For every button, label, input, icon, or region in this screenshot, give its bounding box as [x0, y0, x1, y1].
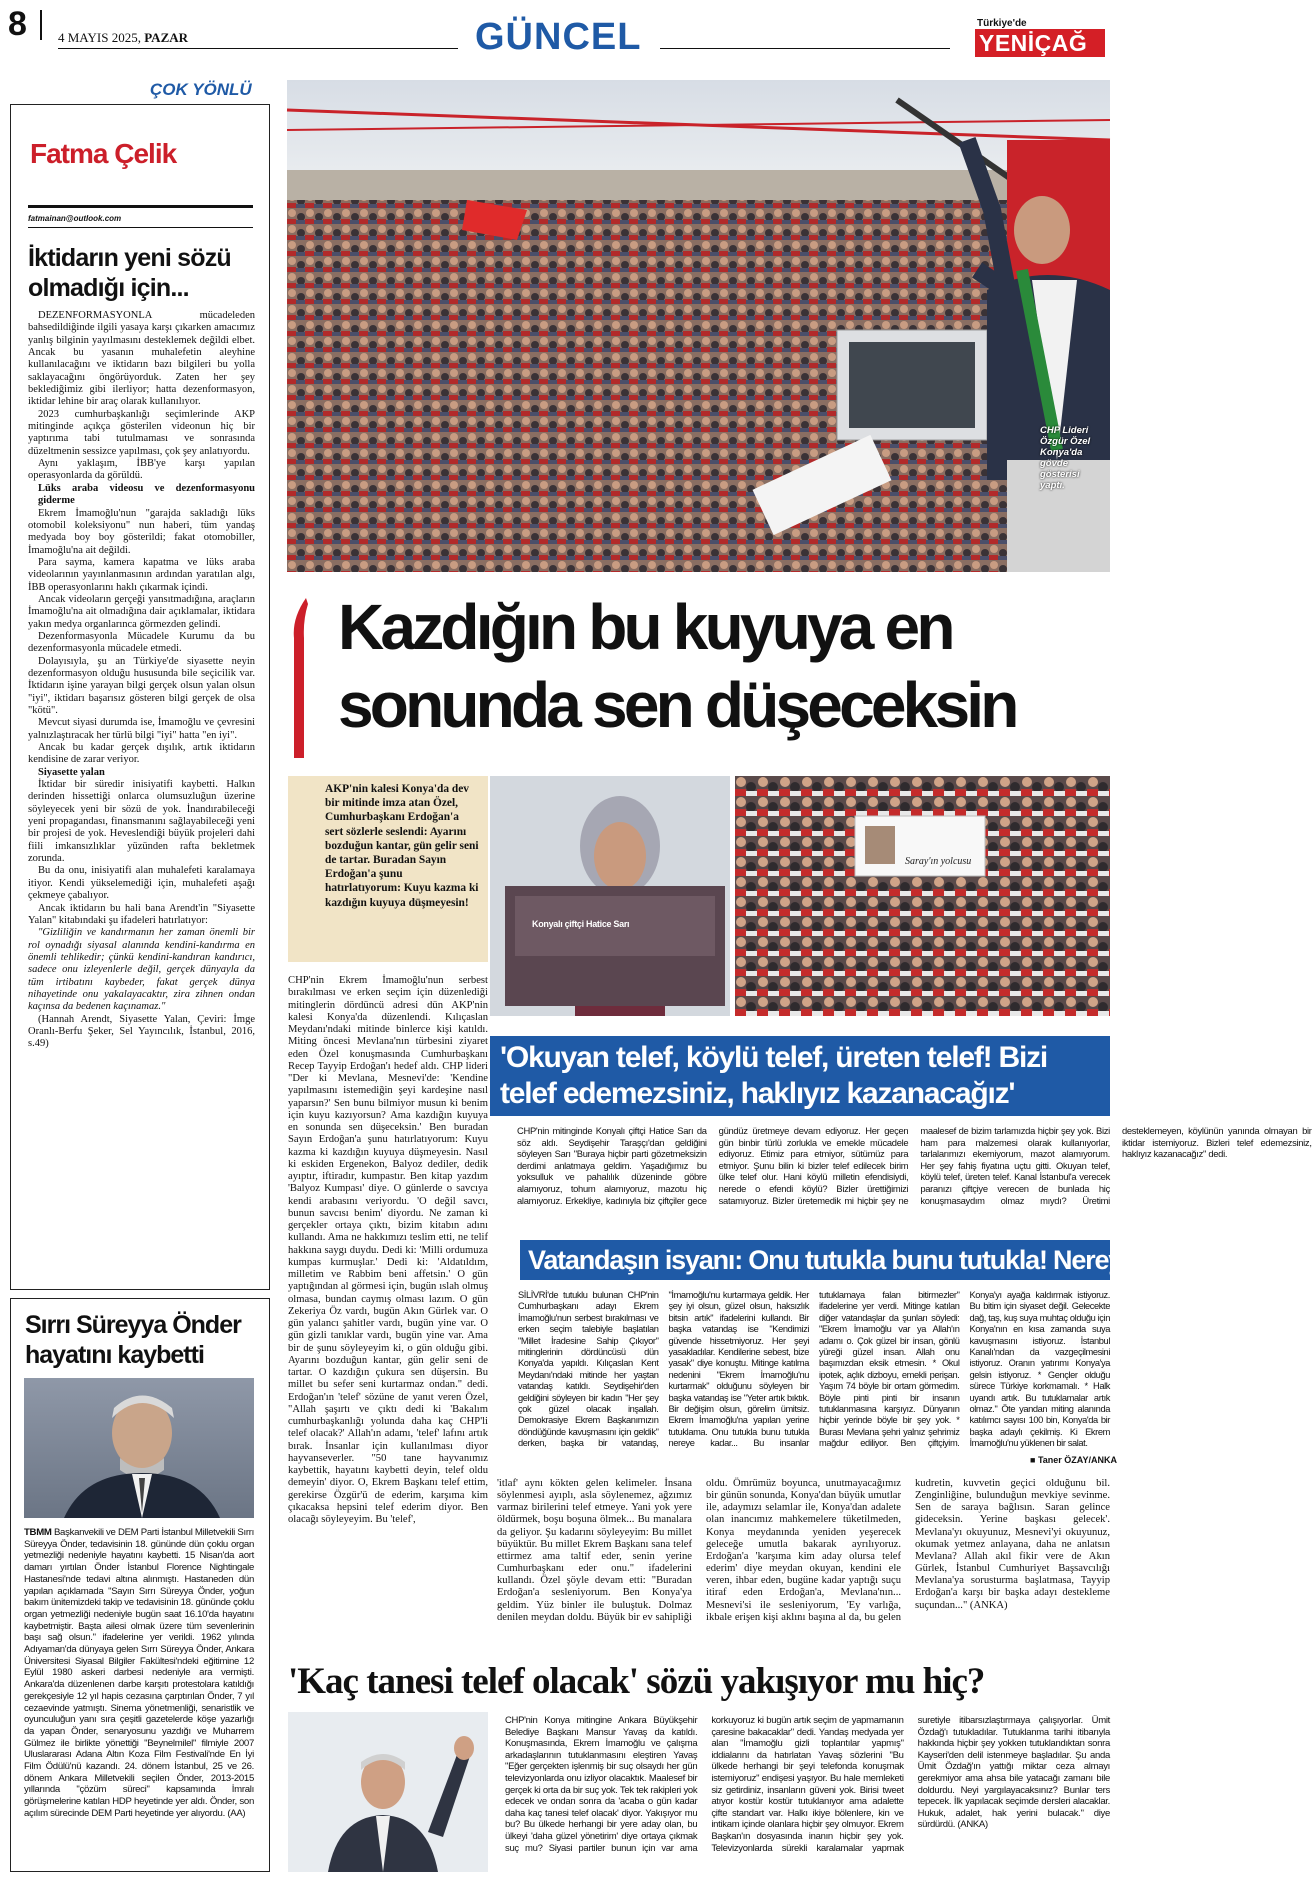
logo-top-text: Türkiye'de [977, 18, 1027, 29]
column-email: fatmainan@outlook.com [28, 214, 122, 223]
crowd-sign-photo [735, 776, 1110, 1016]
second-story-text: CHP'nin Konya mitingine Ankara Büyükşehir Belediye Başkanı Mansur Yavaş da katıldı. Konuşmasında, Ekrem İmamoğlu ve çalışma arkadaşlarının tutuklanmasını eleştiren Yavaş "Eğer gerçekten işlenmiş bir suç olsaydı her gün televizyonlarda onu izliyor olacaktık. Maalesef bir gerçek ki orta da bir suç yok. Tek tek rakipleri yok edecek ve ondan sonra da 'acaba o gün kadar daha kaç tanesi telef olacak' diyor. Yakışıyor mu bu? Bu ülkede herhangi bir yere aday olan, bu ülkeyi 'daha güzel yönetirim' diye ortaya çıkmak suç mu? Siyasi partiler bunun için var ama korkuyoruz ki bugün artık seçim de yapmamanın çaresine bakacaklar" dedi. Yandaş medyada yer alan "İmamoğlu gizli toplantılar yapmış" iddialarını da hatırlatan Yavaş sözlerini "Bu ülkede herhangi bir şeyi telefonda konuşmak istemiyoruz" endişesi yaşıyor. Bu hale memleketi siz getirdiniz, insanların güveni yok. Birisi tweet atıyor kostür kostür tutuklanıyor ama adalette çifte standart var. Halkı ikiye bölenlere, kin ve intikam içinde olanlara hiçbir şey olmuyor. Ekrem Başkan'ın dosyasında inanın hiçbir şey yok. Televizyonlarda sürekli karalamalar yapmak suretiyle itibarsızlaştırmaya çalışıyorlar. Ümit Özdağ'ı tutukladılar. Tutuklanma tarihi itibarıyla hakkında hiçbir şey yokken tutuklandıktan sonra Kayseri'den delil istenmeye başladılar. Şu anda Ümit Özdağ'ın yattığı miktar ceza almayı gerekmiyor ama ahsa bile yatacağı zamanı bile doldurdu. Neyi yargılayacaksınız? Bunlar ters tepecek. İlk yapılacak seçimde dersleri alacaklar. Hukuk, adalet, hak yerini bulacak." diye sürdürdü. (ANKA) [505, 1715, 1110, 1854]
main-body: CHP'nin Ekrem İmamoğlu'nun serbest bırakılması ve erken seçim için düzenlediği mitinglerin dördüncü adresi dün AKP'nin kalesi Konya'da düzenlendi. Kılıçaslan Meydanı'ndaki mitinde binlerce kişi katıldı. Miting öncesi Mevlana'nın türbesini ziyaret eden Özel konuşmasında Cumhurbaşkanı Recep Tayyip Erdoğan'ı hedef aldı. CHP lideri "Der ki Mevlana, Mesnevi'de: 'Kendine yapılmasını istemediğin şeyi kardeşine nasıl yaparsın?' Sen bunu bilmiyor musun ki benim için kuyu kazıyorsun? Ama kazdığın kuyuya en sonunda sen düşeceksin.' Ben buradan Sayın Erdoğan'a şunu hatırlatıyorum: Kuyu kazma ki kazdığın kuyuya düşmeyesin. Nasıl ki eskiden Ergenekon, Balyoz dediler, dedik ayıptır, iftiradır, kumpastır. Ben kitap yazdım 'Balyoz Kumpası' diye. O günlerde o savcıya kendi arabasını veriyordu. 'O değil savcı, bunun savcısı benim' diyordu. Ne zaman ki gerçekler ortaya çıktı, bizim kitabın adını kullandı. Ama ne hakkımızı teslim etti, ne telif hakkına saygı duydu. Dedi ki: 'Milli ordumuza kumpas kurmuşlar.' Dedi ki: 'Aldatıldım, milletim ve Rabbim beni affetsin.' O gün yaptığından al görmesi için, bugün ıslah olmuş olmasa, bundan caymış olması lazım. O gün Zekeriya Öz vardı, bugün Akın Gürlek var. O gün yalancı şahitler vardı, bugün yine var. O gün gizli tanıklar vardı, bugün yine var. Ama bir de şunu söyleyeyim ki, o gün olduğu gibi. Ayarını bozduğun kantar, gün gelir seni de tartar. O kazdığın çukura sen düşersin. Bu millet bu sefer seni kurtarmaz ondan." dedi. Erdoğan'ın 'telef' sözüne de yanıt veren Özel, "Allah şaşırtı ve çıktı dedi ki 'Bakalım cumhurbaşkanlığı yolunda daha kaç CHP'li telef olacak?' Allah'ın adamı, 'telef' lafını artık bırak. İnsanlar için kullanılması diyor hayvanseverler. "50 tane hayvanımız kaybettik, hayatını kaybetti deyin, telef oldu demeyin' diyor. O, Ekrem Başkanı telef ettim, gerekirse Özgür'ü de ederim, karşıma kim çıkacaksa hepsini telef ederim diyor. Ben olacağı söyleyeyim. Bu 'telef', [288, 975, 488, 1525]
rally-crowd-icon [287, 80, 1110, 572]
speaker-icon [490, 776, 730, 1016]
portrait-icon [24, 1378, 254, 1518]
logo-main-text: YENİÇAĞ [975, 29, 1105, 57]
second-headline: 'Kaç tanesi telef olacak' sözü yakışıyor mu hiç? [288, 1661, 985, 1702]
main-headline: Kazdığın bu kuyuya en sonunda sen düşeceksin [338, 591, 1016, 741]
header-rule-left [58, 48, 458, 49]
column-author: Fatma Çelik [30, 138, 177, 169]
column-paragraph: Para sayma, kamera kapatma ve lüks araba videolarının yayınlanmasının ardından yaratılan algı, İBB operasyonlarını haklı çıkarmak içindi. [28, 556, 255, 593]
column-quote: "Gizliliğin ve kandırmanın her zaman önemli bir rol oynadığı siyasal alanında kendini-kandırma en önemli tehlikedir; çünkü kendini-kandıran kandırıcı, sadece onu izleyenlerle değil, gerçek dünyayla da tüm irtibatını kaybeder, fakat gerçek dünya nihayetinde onu yakalayacaktır, zira zihnen ondan kaçınsa da bedenen kaçınamaz." [28, 927, 255, 1013]
column-paragraph: Ancak iktidarın bu hali bana Arendt'in "Siyasette Yalan" kitabındaki şu ifadeleri hatırlatıyor: [28, 902, 255, 926]
column-paragraph: Ancak videoların gerçeği yansıtmadığına, araçların İmamoğlu'na ait olmadığına dair açıklamalar, iktidara yakın medya organlarınca görmezden gelindi. [28, 593, 255, 630]
rally-photo [287, 80, 1110, 572]
revolt-text: SİLİVRİ'de tutuklu bulunan CHP'nin Cumhurbaşkanı adayı Ekrem İmamoğlu'nun serbest bırakılması ve erken seçim talebiyle başlatılan "Millet İradesine Sahip Çıkıyor" mitinglerinin dördüncüsü dün Konya'da yapıldı. Kılıçaslan Kent Meydanı'ndaki mitinde her yaştan vatandaş katıldı. Seydişehir'den geldiğini söyleyen bir kadın "Her şey çok güzel olacak inşallah. Demokrasiye Ekrem Başkanımızın döndüğünde kavuşmasını için geldik" derken, başka bir vatandaş, "İmamoğlu'nu kurtarmaya geldik. Her şey iyi olsun, güzel olsun, haksızlık bitsin artık" ifadelerini kullandı. Bir başka vatandaş ise "Kendimizi güvende hissetmiyoruz. Her şeyi yasakladılar. Kendilerine sebest, bize yasak" diye konuştu. Mitinge katılma nedenini "Ekrem İmamoğlu'nu kurtarmak" olduğunu söyleyen bir başka vatandaş ise "Yeter artık bıktık. Bir değişim olsun, görelim ümitsiz. Ekrem İmamoğlu'na yapılan yerine tutuklama. Onu tutukla bunu tutukla nereye kadar... Bu insanlar tutuklamaya falan bitirmezler" ifadelerine yer verdi. Mitinge katılan diğer vatandaşlar da şunları söyledi: "Ekrem İmamoğlu var ya Allah'ın adamı o. Çok güzel bir insan, gönlü yüreği güzel insan. Allah onu başımızdan eksik etmesin. * Okul ipotek, açlık dizboyu, emekli perişan. Yaşım 74 böyle bir ortam görmedim. Böyle pinti pinti bir insanın tutuklanmasına karşıyız. Dünyanın hiçbir yerinde böyle bir şey yok. * Burası Mevlana şehri yalnız şehrimiz mağdur ediliyor. Ben çiftçiyim. Konya'yı ayağa kaldırmak istiyoruz. Bu bitim için siyaset değil. Gelecekte dağ, taş, kuş suya muhtaç olduğu için Konya'nın en kısa zamanda suya kavuşmasını istiyoruz. İstanbul Kanalı'ndan da vazgeçilmesini istiyoruz. Oranın yatırımı Konya'ya gelsin istiyoruz. * Gençler olduğu sürece Türkiye korkmamalı. * Halk uyandı artık. Bu tutuklamalar artık olmaz." Öte yandan miting alanında katılımcı sayısı 100 bin, Konya'da bir başka adaylı çekilmiş. Ki Ekrem İmamoğlu'nu yüklenen bir salat. [518, 1290, 1110, 1449]
revolt-headline: Vatandaşın isyanı: Onu tutukla bunu tutukla! Nereye kadar? [528, 1245, 1224, 1275]
column-paragraph: İktidar bir süredir inisiyatifi kaybetti. Halkın derinden hissettiği onlarca olumsuzluğun üzerine söyleyecek yeni bir sözü de yok. İnandırabileceği yeni propagandası, finansmanını sağlayabileceği yeni bir projesi de yok. Heveslendiği büyük projeleri dahi fiili imkansızlıklar yüzünden rafta bekletmek zorunda. [28, 779, 255, 865]
farmer-quote-text: 'Okuyan telef, köylü telef, üreten telef! Bizi telef edemezsiniz, haklıyız kazanacağız' [500, 1041, 1048, 1110]
obituary-text: Başkanvekili ve DEM Parti İstanbul Milletvekili Sırrı Süreyya Önder, tedavisinin 18. gününde dün çoklu organ yetmezliği nedeniyle hayatını kaybetti. 15 Nisan'da aort damarı yırtılan Önder İstanbul Florence Nightingale Hastanesi'nde tedavi altına alınmıştı. Hastaneden dün yapılan açıklamada "Sayın Sırrı Süreyya Önder, yoğun bakım ünitemizdeki takip ve tedavisinin 18. gününde çoklu organ yetmezliği nedeniyle bugün saat 16.10'da hayatını kaybetmiştir. Başta ailesi olmak üzere tüm sevenlerinin başı sağ olsun." ifadelerine yer verildi. 1962 yılında Adıyaman'da dünyaya gelen Sırrı Süreyya Önder, Ankara Üniversitesi Siyasal Bilgiler Fakültesi'ndeki eğitimine 12 Eylül 1980 askeri darbesi nedeniyle ara vermişti. Ankara'da düzenlenen darbe karşıtı protestolara katıldığı gerekçesiyle 12 yıl hapis cezasına çarptırılan Önder, 7 yıl cezaevinde yatmıştı. Sinema yönetmenliği, senaristlik ve oyunculuğun yanı sıra çeşitli gazetelerde köşe yazarlığı da yapan Önder, senaryosunu yazdığı ve Muharrem Gülmez ile birlikte yönettiği "Beynelmilel" filmiyle 2007 Uluslararası Adana Altın Koza Film Festivali'nde En İyi Film Ödülü'nü kazandı. 24. dönem İstanbul, 25 ve 26. dönem Ankara Milletvekili seçilen Önder, 2013-2015 yıllarında "çözüm süreci" kapsamında İmralı görüşmelerine katılan HDP heyetinde yer aldı. Önder, son açılım sürecinde DEM Parti heyetinde yer alıyordu. (AA) [24, 1527, 254, 1819]
headline-accent [288, 598, 308, 758]
column-subheading: Lüks araba videosu ve dezenformasyonu giderme [38, 482, 255, 507]
author-rule [28, 205, 253, 208]
revolt-signature: ■ Taner ÖZAY/ANKA [1030, 1455, 1117, 1465]
farmer-quote-headline [490, 1036, 1110, 1116]
issue-date [58, 30, 188, 46]
column-paragraph: Ancak bu kadar gerçek dışılık, artık iktidarın kendisine de zarar veriyor. [28, 742, 255, 766]
spot-text: AKP'nin kalesi Konya'da dev bir mitinde imza atan Özel, Cumhurbaşkanı Erdoğan'a sert sözlerle seslendi: Ayarını bozduğun kantar, gün gelir seni de tartar. Buradan Sayın Erdoğan'a şunu hatırlatıyorum: Kuyu kazma ki kazdığın kuyuya düşmeyesin! [325, 783, 479, 909]
farmer-photo-caption: Konyalı çiftçi Hatice Sarı [532, 919, 630, 929]
continuation-text: 'itlaf' aynı kökten gelen kelimeler. İnsana söylenmesi ayıplı, asla söylenemez, ağzımız varmaz birilerini telef etmeye. Yani yok yere öldürmek, boşu boşuna ölmek... Bu manalara da geliyor. Şu kadarını söyleyeyim: Bu millet büyüktür. Bu millet Ekrem Başkanı sana telef ettirmez ama taltif eder, senin yerine Cumhurbaşkanı eder onu." ifadelerini kullandı. Özel şöyle devam etti: "Buradan Erdoğan'a sesleniyorum. Ben Konya'ya geldim. Yüz binler ile buluştuk. Dolmaz denilen meydan doldu. Büyük bir ev sahipliği oldu. Ömrümüz boyunca, unutmayacağımız bir günün sonunda, Konya'dan büyük umutlar ile, adaymızı selamlar ile, Konya'dan adalete olan inancımız mahkemelere tüketilmeden, Konya meydanında yeniden yeşerecek geleceğe umutla bakarak ayrılıyoruz. Erdoğan'a 'karşıma kim aday olursa telef ederim' diye meydan okuyan, kendini ele veren, ihbar eden, bugüne kadar yaptığı suçu itiraf eden Erdoğan'a, Mevlana'nın... Mesnevi'si ile sesleniyorum, 'Ey varlığa, ikbale erişen kişi aklını başına al da, bu gelen kudretin, kuvvetin geçici olduğunu bil. Zenginliğine, bulunduğun mevkiye sevinme. Sen de saraya bağlısın. Saran gelince gideceksin. Yerine başkası gelecek'. Mevlana'yı okuyunuz, Mesnevi'yi okuyunuz, okumak yetmez anlayana, daha ne anlatsın Mevlana? Allah akıl fikir vere de Akın Gürlek, İstanbul Cumhuriyet Başsavcılığı Mevlana'ya sorusturma başlatmasa, Tayyip Erdoğan'a karşı bir başka adayı destekleme suçundan..." (ANKA) [497, 1478, 1110, 1623]
page-number: 8 [8, 5, 27, 43]
column-paragraph: Ekrem İmamoğlu'nun "garajda sakladığı lüks otomobil koleksiyonu" nun haberi, tüm yandaş medyada boy boy gösterildi; fakat otomobiller, İmamoğlu'na ait değildi. [28, 507, 255, 556]
date-text: 4 MAYIS 2025, [58, 30, 141, 45]
section-title: GÜNCEL [475, 16, 642, 58]
column-citation: (Hannah Arendt, Siyasette Yalan, Çeviri: İmge Oranlı-Berfu Şeker, Sel Yayıncılık, İstanbul, 2016, s.49) [28, 1013, 255, 1050]
farmer-text: CHP'nin mitinginde Konyalı çiftçi Hatice Sarı da söz aldı. Seydişehir Taraşçı'dan geldiğini söyleyen Sarı "Buraya hiçbir parti gözetmeksizin derdimi anlatmaya geldim. Yaşadığımız bu yoksulluk ve pahalılık düzeninde göbre alamıyoruz, tohum alamıyoruz, mazotu hiç alamıyoruz. Erkekliye, kadınıyla biz çiftçiler gece gündüz üretmeye devam ediyoruz. Her geçen gün binbir türlü zorlukla ve emekle mücadele ediyoruz. Etimiz para etmiyor, sütümüz para etmiyor. Şunu bilin ki bizler telef edilecek birim ülke telef olur. Hani köylü milletin efendisiydi, nerede o efendi köylü? Bizler ürettiğimizi satamıyoruz. Bizler üretemedik mi hiçbir şey ne maalesef de bizim tarlamızda hiçbir şey yok. Bizi ham para malzemesi olarak kullanıyorlar, tarlalarımızı ekemiyorum, mazot alamıyorum. Her şey fahiş fiyatına uçtu gitti. Okuyan telef, köylü telef, üreten telef. Kanal İstanbul'a verecek paranızı çiftçiye verecen de bunlada hiç konuşmasaydım olmaz mıydı? Üretimi desteklemeyen, köylünün yanında olmayan bir iktidar istemiyoruz. Bizleri telef edemezsiniz, haklıyız kazanacağız" dedi. [517, 1125, 1312, 1206]
protest-crowd-icon [735, 776, 1110, 1016]
column-paragraph: Dezenformasyonla Mücadele Kurumu da bu dezenformasyonla mücadele etmedi. [28, 630, 255, 655]
rally-photo-caption: CHP Lideri Özgür Özel Konya'da gövde gösterisi yaptı. [1040, 425, 1091, 491]
column-paragraph: DEZENFORMASYONLA mücadeleden bahsedildiğinde ilgili yasaya karşı çıkarken amacımız yanlış bilginin yayılmasını desteklemek değildi elbet. Ancak bu yasanın muhalefetin aleyhine kullanılacağını ve iktidarın bazı bilgileri bu yolla saklayacağını öngörüyorduk. Zaten her şey beklediğimiz gibi ilerliyor; hatta dezenformasyon, iktidar lehine bir araç olarak kullanılıyor. [28, 310, 255, 408]
waving-man-icon [288, 1712, 488, 1872]
yavas-photo [288, 1712, 488, 1872]
obituary-title: Sırrı Süreyya Önder hayatını kaybetti [25, 1311, 241, 1369]
column-subheading: Siyasette yalan [38, 766, 105, 778]
column-paragraph: Dolayısıyla, şu an Türkiye'de siyasette neyin dezenformasyon olduğu hususunda bile seçicilik var. İktidarın işine yarayan bilgi gerçek olsun yalan olsun "iyi", iktidarı başarısız gösteren bilgi gerçek de olsa "kötü". [28, 655, 255, 716]
obituary-body [24, 1527, 254, 1865]
protest-sign-text: Saray'ın yolcusu [905, 856, 972, 867]
column-body [28, 310, 255, 1280]
column-paragraph: Mevcut siyasi durumda ise, İmamoğlu ve çevresini yalnızlaştıracak her türlü bilgi "iyi" hatta "en iyi". [28, 717, 255, 741]
quote-mark-icon [288, 598, 308, 758]
column-series: ÇOK YÖNLÜ [150, 80, 252, 99]
header-divider-vertical [40, 10, 42, 40]
header-rule-right [660, 48, 950, 49]
column-paragraph: 2023 cumhurbaşkanlığı seçimlerinde AKP mitinginde açıkça gösterilen videonun hiç bir yaptırıma tabi tutulmaması ve sonrasında düzeltmenin sessizce yapılması, çok şey anlatıyordu. [28, 408, 255, 457]
obituary-photo [24, 1378, 254, 1518]
email-rule [28, 227, 253, 228]
revolt-headline-bar [520, 1240, 1224, 1280]
day-text: PAZAR [144, 30, 189, 45]
farmer-photo [490, 776, 730, 1016]
column-title: İktidarın yeni sözü olmadığı için... [28, 244, 231, 302]
obituary-lead: TBMM [24, 1527, 52, 1538]
column-paragraph: Aynı yaklaşım, İBB'ye karşı yapılan operasyonlarda da görüldü. [28, 458, 255, 482]
newspaper-logo [975, 18, 1105, 57]
column-paragraph: Bu da onu, inisiyatifi alan muhalefeti karalamaya itiyor. Kendi yükselemediği için, muhalefeti aşağı çekmeye çabalıyor. [28, 865, 255, 902]
